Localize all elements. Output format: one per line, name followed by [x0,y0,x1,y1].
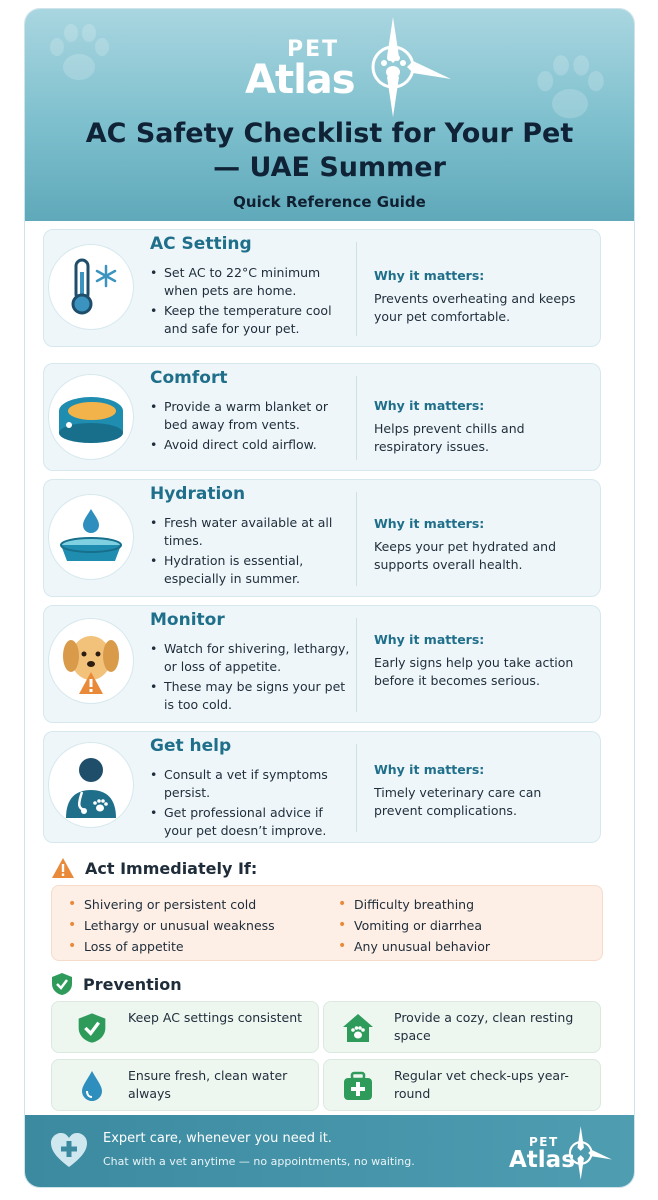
section-comfort [43,363,601,471]
list-item: • Vomiting or diarrhea [334,915,490,936]
why-text: Timely veterinary care can prevent complications. [374,785,542,818]
list-item: • Hydration is essential, especially in summer. [150,552,350,588]
section-bullets [150,514,350,590]
list-item: • Shivering or persistent cold [64,894,275,915]
logo-atlas-text: Atlas [245,57,355,103]
footer-logo [503,1125,613,1181]
act-immediately-heading [51,855,257,881]
divider [356,492,357,586]
divider [356,376,357,460]
why-label: Why it matters: [374,268,485,283]
divider [356,744,357,832]
section-title: Comfort [150,368,228,388]
why-text: Helps prevent chills and respiratory issues. [374,421,525,454]
act-list-left [64,894,275,957]
why-label: Why it matters: [374,632,485,647]
section-title: Hydration [150,484,246,504]
prevention-card [51,1001,319,1053]
why-text: Early signs help you take action before it becomes serious. [374,655,574,688]
logo-pet-text: PET [529,1135,559,1149]
act-immediately-box [51,885,603,961]
warning-triangle-icon [51,857,75,879]
heart-plus-icon [49,1131,89,1169]
why-label: Why it matters: [374,762,485,777]
prevention-card [323,1001,601,1053]
section-title: AC Setting [150,234,252,254]
why-text: Prevents overheating and keeps your pet comfortable. [374,291,576,324]
why-label: Why it matters: [374,398,485,413]
title-line-2: — UAE Summer [213,152,446,183]
section-hydration [43,479,601,597]
list-item: • Difficulty breathing [334,894,490,915]
prevention-title: Prevention [83,974,182,994]
divider [356,618,357,712]
list-item: • Provide a warm blanket or bed away from vents. [150,398,350,434]
prevention-text: Regular vet check-ups year-round [394,1068,569,1101]
list-item: • Consult a vet if symptoms persist. [150,766,350,802]
footer-banner [25,1115,634,1188]
list-item: • Loss of appetite [64,936,275,957]
section-bullets [150,640,350,716]
section-title: Monitor [150,610,225,630]
home-paw-icon [342,1013,374,1043]
paw-watermark-icon [39,19,119,89]
logo-pet-text: PET [287,37,340,62]
section-bullets [150,766,350,842]
prevention-text: Provide a cozy, clean resting space [394,1010,574,1043]
section-bullets [150,398,350,456]
dog-warning-icon [58,626,124,696]
header-banner [25,9,634,221]
footer-headline: Expert care, whenever you need it. [103,1131,332,1146]
footer-subtext: Chat with a vet anytime — no appointments, no waiting. [103,1155,415,1168]
prevention-text: Ensure fresh, clean water always [128,1068,288,1101]
checklist-card [24,8,635,1188]
list-item: • Fresh water available at all times. [150,514,350,550]
water-drop-icon [79,1070,105,1102]
page-title [25,117,634,185]
act-title: Act Immediately If: [85,858,258,878]
list-item: • Get professional advice if your pet doesn’t improve. [150,804,350,840]
act-list-right [334,894,490,957]
section-title: Get help [150,736,232,756]
why-label: Why it matters: [374,516,485,531]
page-subtitle: Quick Reference Guide [233,193,426,211]
list-item: • Any unusual behavior [334,936,490,957]
title-line-1: AC Safety Checklist for Your Pet [85,118,574,149]
divider [356,242,357,336]
pet-bed-icon [56,389,126,445]
shield-check-icon [77,1012,107,1044]
thermometer-snowflake-icon [58,254,124,320]
list-item: • Lethargy or unusual weakness [64,915,275,936]
section-ac-setting [43,229,601,347]
section-monitor [43,605,601,723]
prevention-card [323,1059,601,1111]
why-text: Keeps your pet hydrated and supports overall health. [374,539,557,572]
logo-atlas-text: Atlas [509,1147,575,1173]
list-item: • Keep the temperature cool and safe for your pet. [150,302,350,338]
veterinarian-icon [58,750,124,820]
prevention-heading [51,971,182,997]
list-item: • Set AC to 22°C minimum when pets are home. [150,264,350,300]
list-item: • Watch for shivering, lethargy, or loss of appetite. [150,640,350,676]
section-get-help [43,731,601,843]
first-aid-kit-icon [342,1071,374,1101]
section-bullets [150,264,350,340]
prevention-card [51,1059,319,1111]
list-item: • These may be signs your pet is too cold. [150,678,350,714]
list-item: • Avoid direct cold airflow. [150,436,350,454]
water-bowl-icon [56,507,126,567]
pet-atlas-logo [245,17,445,117]
prevention-text: Keep AC settings consistent [128,1010,303,1025]
shield-check-icon [51,972,73,996]
